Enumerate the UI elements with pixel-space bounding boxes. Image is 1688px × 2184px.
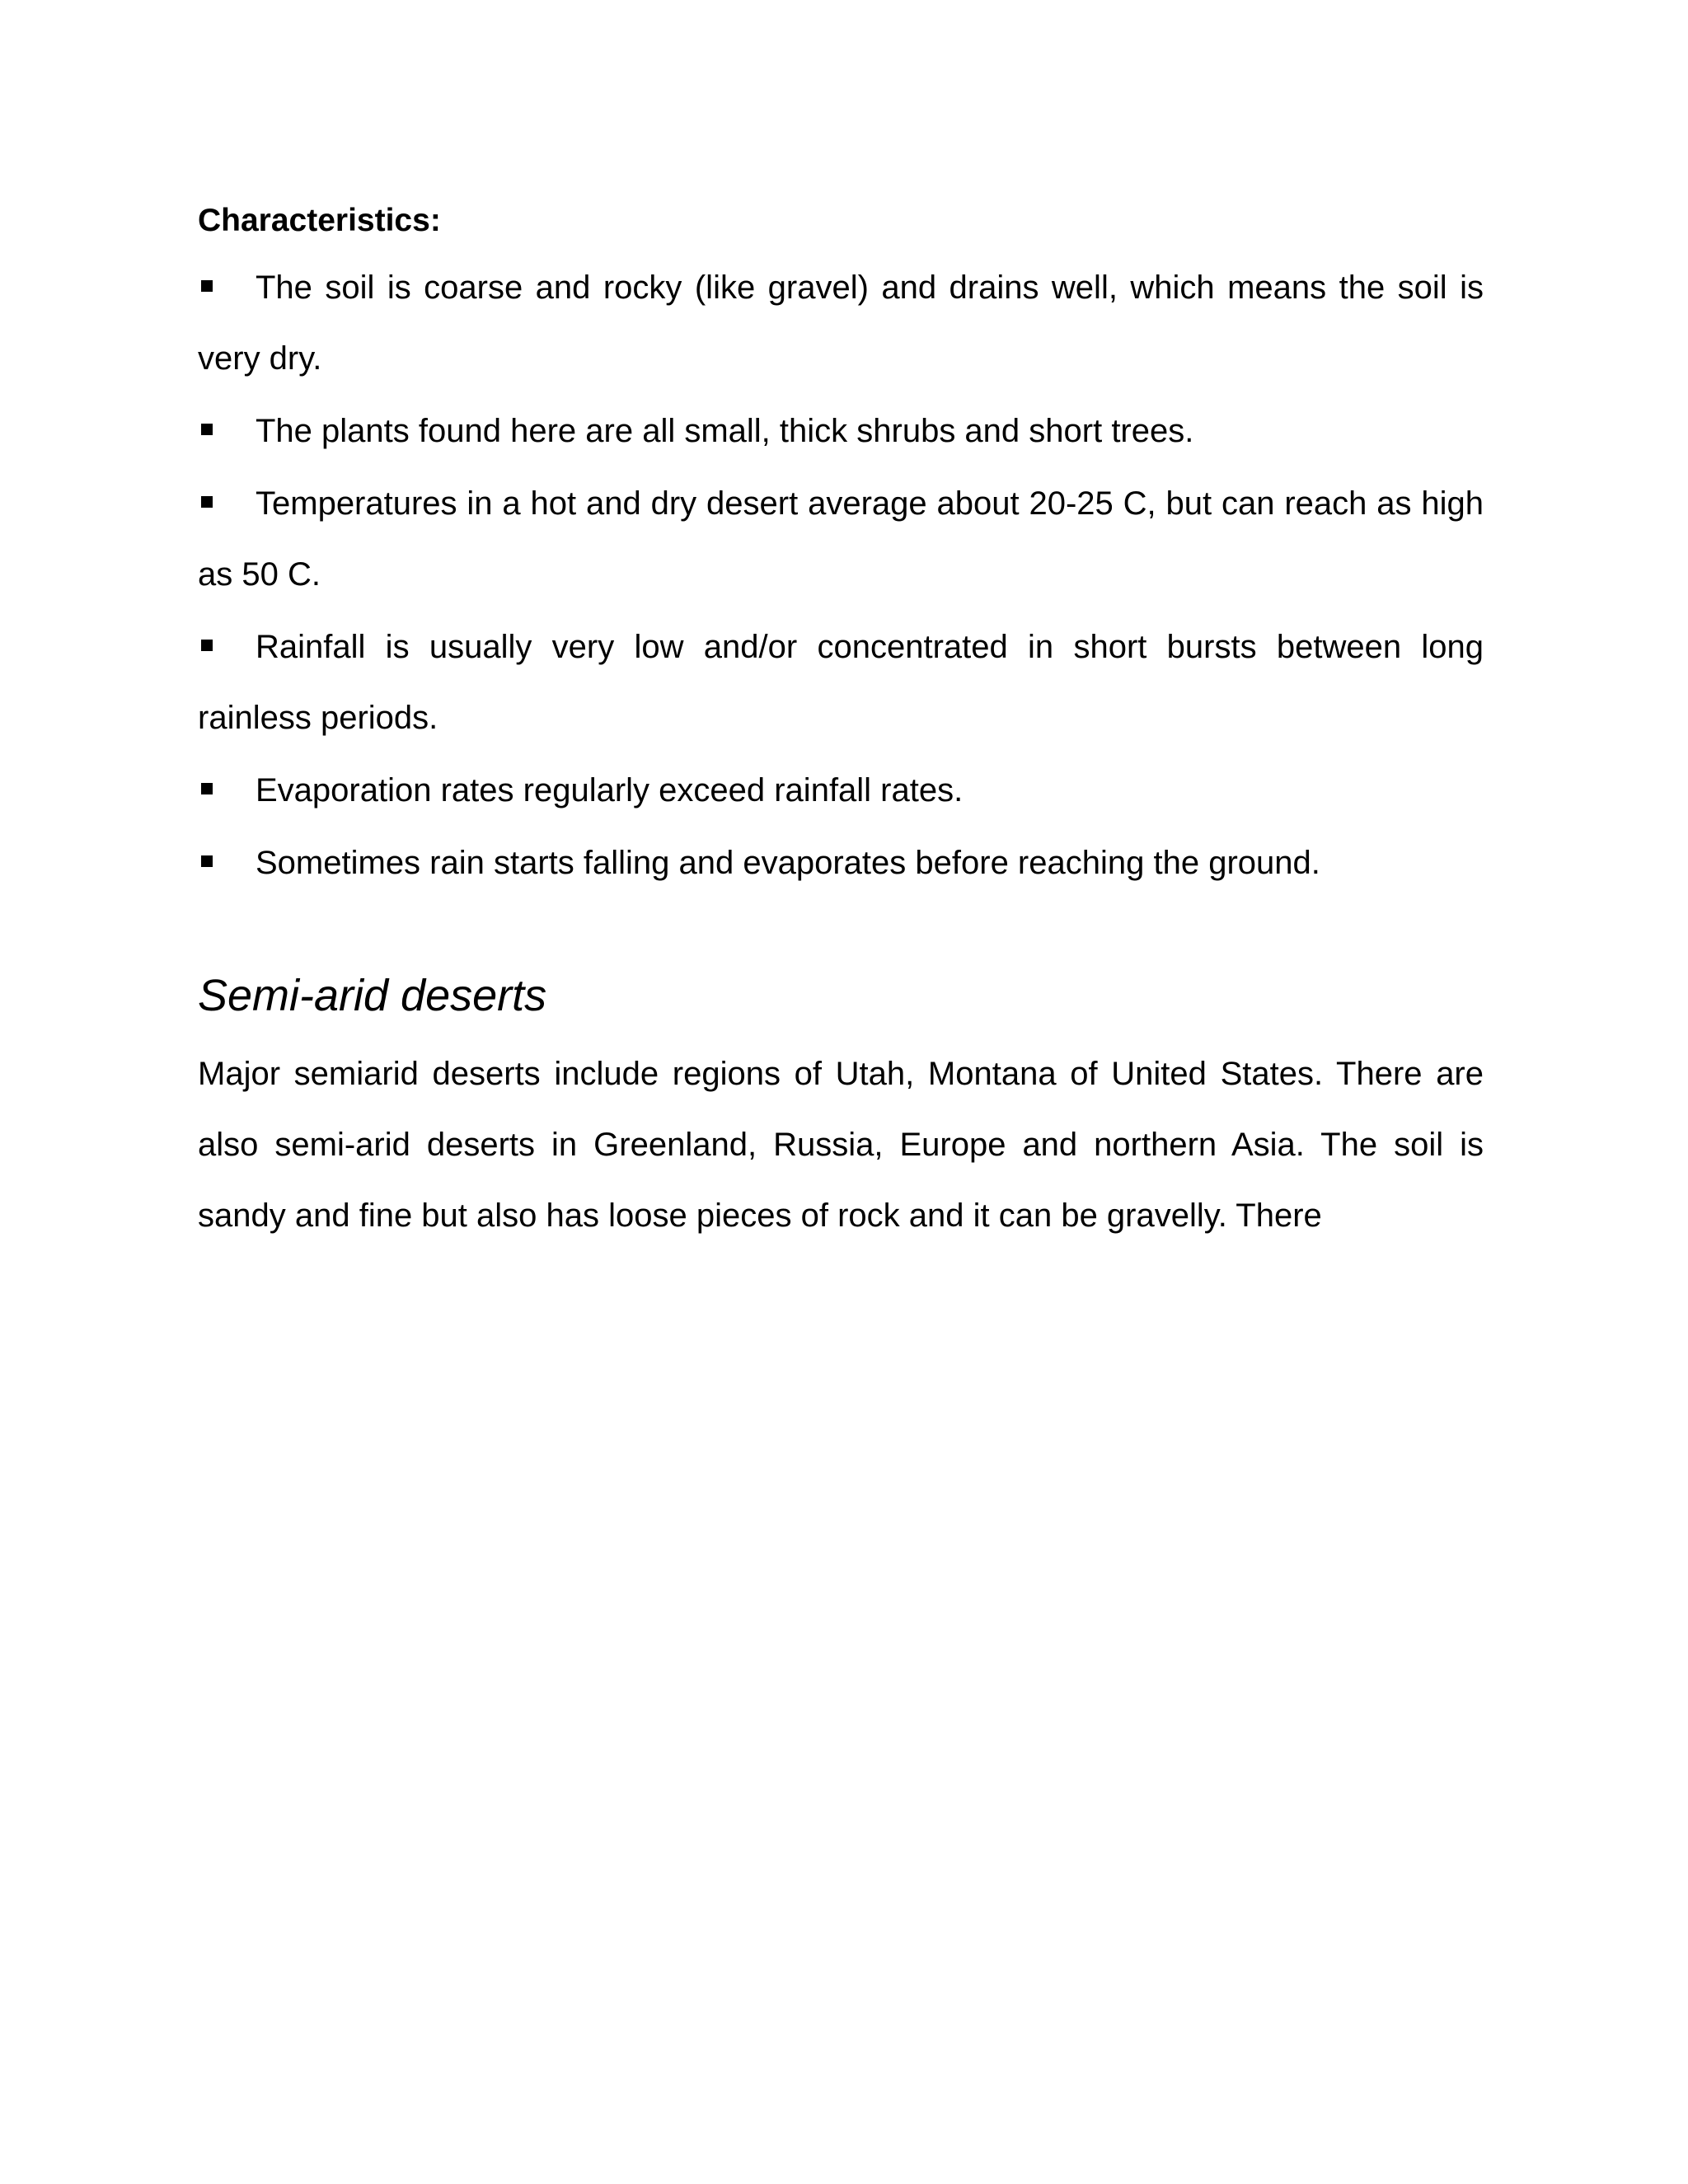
list-item <box>198 468 1484 610</box>
list-item <box>198 827 1484 898</box>
characteristics-list <box>198 252 1484 898</box>
list-item-text: Evaporation rates regularly exceed rainfall rates. <box>256 772 964 808</box>
list-item-text: The soil is coarse and rocky (like gravel) and drains well, which means the soil is very dry. <box>198 269 1484 377</box>
square-bullet-icon <box>201 424 213 435</box>
list-item <box>198 612 1484 753</box>
square-bullet-icon <box>201 783 213 794</box>
square-bullet-icon <box>201 855 213 867</box>
square-bullet-icon <box>201 280 213 292</box>
page-content <box>198 198 1484 1251</box>
list-item-text: Sometimes rain starts falling and evaporates before reaching the ground. <box>256 845 1320 881</box>
section-heading: Semi-arid deserts <box>198 971 547 1020</box>
list-item <box>198 252 1484 394</box>
body-paragraph: Major semiarid deserts include regions of Utah, Montana of United States. There are also semi-arid deserts in Greenland, Russia, Europe and northern Asia. The soil is sandy and fine but also has loose pieces of rock and it can be gravelly. There <box>198 1056 1484 1234</box>
square-bullet-icon <box>201 496 213 508</box>
list-item-text: The plants found here are all small, thick shrubs and short trees. <box>256 413 1194 449</box>
characteristics-label: Characteristics: <box>198 203 441 238</box>
list-item <box>198 396 1484 466</box>
list-item-text: Rainfall is usually very low and/or concentrated in short bursts between long rainless periods. <box>198 629 1484 736</box>
list-item <box>198 755 1484 826</box>
square-bullet-icon <box>201 640 213 651</box>
list-item-text: Temperatures in a hot and dry desert average about 20-25 C, but can reach as high as 50 C. <box>198 485 1484 593</box>
